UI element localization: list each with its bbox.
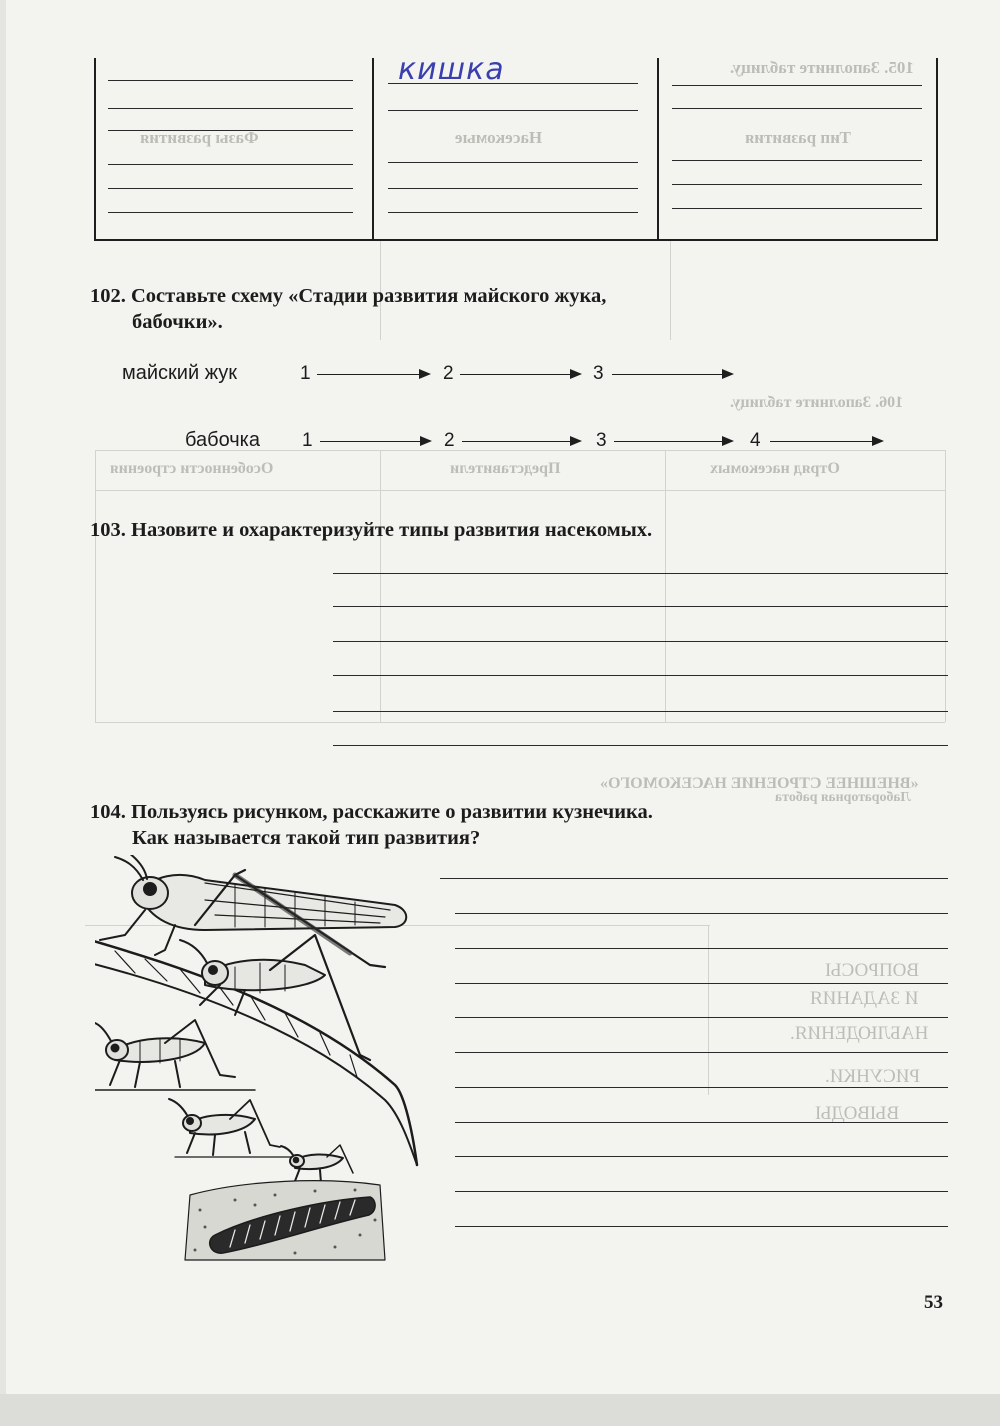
page-number: 53	[924, 1292, 943, 1313]
answer-line	[388, 162, 638, 163]
page-edge-shadow	[0, 0, 6, 1426]
stage-number: 1	[300, 363, 311, 384]
ghost-table-line	[95, 490, 945, 491]
table-border	[657, 58, 659, 240]
stage-number: 2	[443, 363, 454, 384]
beetle-label: майский жук	[122, 362, 238, 384]
exercise-title: 103. Назовите и охарактеризуйте типы развития насекомых.	[90, 519, 653, 541]
answer-line	[455, 1226, 948, 1227]
ghost-text: Насекомые	[455, 128, 543, 147]
answer-line	[388, 110, 638, 111]
answer-line	[455, 1191, 948, 1192]
table-border	[94, 58, 96, 240]
answer-line	[455, 913, 948, 914]
ghost-table-line	[708, 925, 709, 1095]
ghost-table-line	[945, 450, 946, 722]
ghost-text: 105. Заполните таблицу.	[730, 58, 914, 77]
stage-number: 1	[302, 430, 313, 451]
nymph-stage-2	[281, 1145, 353, 1183]
exercise-title: 104. Пользуясь рисунком, расскажите о развитии кузнечика.	[90, 801, 653, 823]
ghost-text: И ЗАДАНИЯ	[810, 988, 919, 1009]
ghost-text: ВЫВОДЫ	[815, 1103, 900, 1124]
exercise-title: Как называется такой тип развития?	[132, 827, 481, 849]
stage-arrow	[614, 441, 732, 442]
answer-line	[455, 1052, 948, 1053]
grasshopper-development-illustration	[95, 855, 425, 1265]
exercise-title: бабочки».	[132, 311, 223, 333]
answer-line	[455, 1087, 948, 1088]
answer-line	[108, 130, 353, 131]
answer-line	[333, 745, 948, 746]
stage-number: 4	[750, 430, 761, 451]
stage-arrow	[460, 374, 580, 375]
stage-arrow	[462, 441, 580, 442]
answer-line	[455, 1122, 948, 1123]
ghost-text: Представители	[450, 460, 561, 477]
answer-line	[333, 641, 948, 642]
ghost-table-line	[670, 240, 671, 340]
answer-line	[108, 188, 353, 189]
answer-line	[672, 108, 922, 109]
answer-line	[108, 164, 353, 165]
adult-grasshopper	[100, 855, 406, 967]
answer-line	[672, 160, 922, 161]
ghost-table-line	[95, 450, 96, 722]
exercise-title: 102. Составьте схему «Стадии развития майского жука,	[90, 285, 607, 307]
answer-line	[455, 948, 948, 949]
answer-line	[455, 1017, 948, 1018]
stage-number: 2	[444, 430, 455, 451]
ghost-text: НАБЛЮДЕНИЯ.	[790, 1023, 929, 1044]
ghost-text: ВОПРОСЫ	[825, 960, 920, 981]
ghost-text: РИСУНКИ.	[825, 1066, 921, 1087]
answer-line	[455, 1156, 948, 1157]
table-border	[936, 58, 938, 240]
scan-bottom-shadow	[0, 1394, 1000, 1426]
ghost-text: Тип развития	[745, 128, 851, 147]
answer-line	[333, 606, 948, 607]
answer-line	[333, 675, 948, 676]
table-border	[94, 239, 938, 241]
ghost-text: Особенности строения	[110, 460, 274, 477]
answer-line	[108, 212, 353, 213]
ghost-text: Отряд насекомых	[710, 460, 840, 477]
stage-number: 3	[596, 430, 607, 451]
nymph-stage-4	[95, 1020, 255, 1090]
stage-arrow	[320, 441, 430, 442]
ghost-text: Лабораторная работа	[775, 790, 911, 805]
answer-line	[672, 184, 922, 185]
butterfly-label: бабочка	[185, 429, 260, 451]
ghost-text: Фазы развития	[140, 128, 259, 147]
answer-line	[440, 878, 948, 879]
table-border	[372, 58, 374, 240]
stage-arrow	[612, 374, 732, 375]
answer-line	[333, 573, 948, 574]
soil-with-egg-pod	[185, 1181, 385, 1260]
stage-arrow	[317, 374, 429, 375]
answer-line	[388, 188, 638, 189]
nymph-stage-3	[169, 1099, 295, 1157]
answer-line	[455, 983, 948, 984]
handwritten-answer: кишка	[398, 52, 505, 87]
stage-arrow	[770, 441, 882, 442]
ghost-table-line	[380, 450, 381, 722]
answer-line	[388, 212, 638, 213]
answer-line	[108, 80, 353, 81]
stage-number: 3	[593, 363, 604, 384]
ghost-table-line	[665, 450, 666, 722]
answer-line	[333, 711, 948, 712]
answer-line	[672, 85, 922, 86]
answer-line	[672, 208, 922, 209]
nymph-stage-5	[180, 935, 370, 1060]
ghost-text: 106. Заполните таблицу.	[730, 394, 904, 411]
ghost-text: «ВНЕШНЕЕ СТРОЕНИЕ НАСЕКОМОГО»	[600, 775, 919, 792]
ghost-table-line	[95, 722, 945, 723]
answer-line	[108, 108, 353, 109]
